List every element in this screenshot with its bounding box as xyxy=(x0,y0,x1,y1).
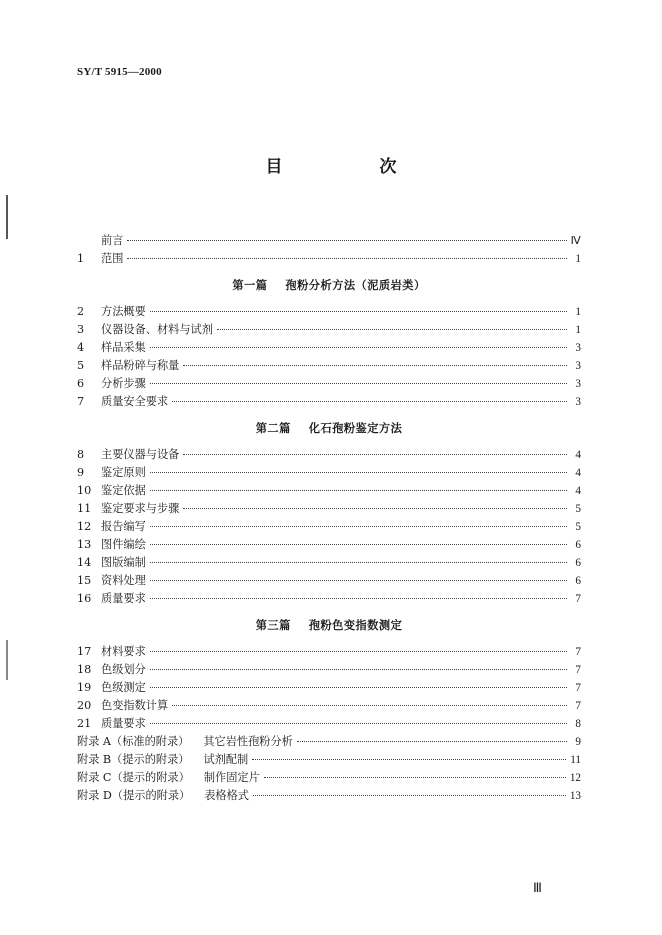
toc-entry-page: 1 xyxy=(575,253,581,265)
toc-entry-subtitle: 试剂配制 xyxy=(203,753,249,766)
toc-entry-title: 前言 xyxy=(101,234,124,247)
dot-leader xyxy=(264,777,566,778)
toc-entry[interactable] xyxy=(77,643,581,661)
dot-leader xyxy=(172,401,567,402)
toc-entry-page: 1 xyxy=(575,306,581,318)
dot-leader xyxy=(217,329,567,330)
toc-entry-number: 10 xyxy=(77,484,92,497)
page-folio: Ⅲ xyxy=(533,880,541,895)
part-heading xyxy=(77,419,581,437)
dot-leader xyxy=(150,472,567,473)
toc-entry-number: 12 xyxy=(77,520,92,533)
toc-entry-title: 色级划分 xyxy=(101,663,146,676)
toc-entry-page: 6 xyxy=(575,557,581,569)
toc-entry-number: 9 xyxy=(77,466,85,479)
dot-leader xyxy=(150,598,567,599)
toc-entry-page: 4 xyxy=(575,467,581,479)
toc-entry-page: 1 xyxy=(575,324,581,336)
toc-entry[interactable] xyxy=(77,715,581,733)
toc-entry-number: 20 xyxy=(77,699,92,712)
part-heading-title: 孢粉色变指数测定 xyxy=(308,618,403,632)
toc-entry[interactable] xyxy=(77,679,581,697)
toc-entry[interactable] xyxy=(77,446,581,464)
toc-entry-page: 11 xyxy=(570,754,581,766)
toc-entry[interactable] xyxy=(77,572,581,590)
toc-entry-title: 报告编写 xyxy=(101,520,146,533)
toc-entry-page: 8 xyxy=(575,718,581,730)
toc-entry-number: 1 xyxy=(77,252,85,265)
toc-entry-title: 色级测定 xyxy=(101,681,146,694)
toc-entry[interactable] xyxy=(77,536,581,554)
toc-entry[interactable] xyxy=(77,697,581,715)
toc-entry-subtitle: 表格格式 xyxy=(204,789,249,802)
toc-entry-subtitle: 制作固定片 xyxy=(203,771,260,784)
toc-entry-title: 图件编绘 xyxy=(101,538,146,551)
toc-entry-title: 方法概要 xyxy=(101,305,146,318)
scan-edge-mark xyxy=(6,195,8,239)
page-title: 目 次 xyxy=(265,157,437,177)
toc-entry-page: 3 xyxy=(575,342,581,354)
toc-entry-page: 4 xyxy=(575,485,581,497)
dot-leader xyxy=(183,454,567,455)
part-heading-title: 化石孢粉鉴定方法 xyxy=(308,421,403,435)
toc-entry[interactable] xyxy=(77,787,581,805)
toc-entry[interactable] xyxy=(77,554,581,572)
toc-entry[interactable] xyxy=(77,321,581,339)
toc-entry-page: 12 xyxy=(569,772,581,784)
toc-entry[interactable] xyxy=(77,590,581,608)
toc-entry-number: 5 xyxy=(77,359,85,372)
dot-leader xyxy=(150,383,567,384)
toc-entry-number: 8 xyxy=(77,448,85,461)
dot-leader xyxy=(127,258,567,259)
toc-entry-subtitle: 其它岩性孢粉分析 xyxy=(203,735,293,748)
scan-edge-mark xyxy=(6,640,8,680)
toc-entry[interactable] xyxy=(77,375,581,393)
toc-entry-number: 4 xyxy=(77,341,85,354)
dot-leader xyxy=(150,526,567,527)
toc-entry-title: 资料处理 xyxy=(101,574,146,587)
toc-entry-title: 范围 xyxy=(101,252,124,265)
standard-code: SY/T 5915—2000 xyxy=(77,66,162,78)
toc-entry[interactable] xyxy=(77,661,581,679)
toc-entry[interactable] xyxy=(77,393,581,411)
toc-entry-title: 样品粉碎与称量 xyxy=(101,359,180,372)
toc-entry-title: 图版编制 xyxy=(101,556,146,569)
toc-entry[interactable] xyxy=(77,500,581,518)
part-heading-title: 孢粉分析方法（泥质岩类） xyxy=(285,278,426,292)
part-heading-number: 第二篇 xyxy=(255,421,291,435)
toc-entry-title: 质量要求 xyxy=(101,592,146,605)
toc-entry-page: 6 xyxy=(575,575,581,587)
toc-entry-page: 3 xyxy=(575,360,581,372)
toc-entry-number: 19 xyxy=(77,681,92,694)
toc-entry-page: 4 xyxy=(575,449,581,461)
dot-leader xyxy=(150,723,567,724)
part-heading xyxy=(77,276,581,294)
toc-entry-title: 附录 C（提示的附录） xyxy=(77,771,190,784)
table-of-contents xyxy=(77,232,581,805)
dot-leader xyxy=(150,347,567,348)
dot-leader xyxy=(297,741,567,742)
toc-entry-title: 附录 A（标准的附录） xyxy=(77,735,190,748)
part-heading-number: 第三篇 xyxy=(255,618,291,632)
toc-entry[interactable] xyxy=(77,339,581,357)
toc-entry-number: 17 xyxy=(77,645,92,658)
part-heading-number: 第一篇 xyxy=(232,278,268,292)
part-heading xyxy=(77,616,581,634)
toc-entry-page: 13 xyxy=(569,790,581,802)
toc-entry-page: 5 xyxy=(575,503,581,515)
toc-entry-number: 21 xyxy=(77,717,92,730)
toc-entry-title: 样品采集 xyxy=(101,341,146,354)
toc-entry[interactable] xyxy=(77,357,581,375)
dot-leader xyxy=(150,490,567,491)
toc-entry[interactable] xyxy=(77,769,581,787)
toc-entry-page: 7 xyxy=(575,700,581,712)
toc-entry-title: 分析步骤 xyxy=(101,377,146,390)
toc-entry-number: 7 xyxy=(77,395,85,408)
toc-entry-page: 7 xyxy=(575,593,581,605)
toc-entry-title: 材料要求 xyxy=(101,645,146,658)
toc-entry[interactable] xyxy=(77,464,581,482)
toc-entry-title: 主要仪器与设备 xyxy=(101,448,180,461)
toc-entry[interactable] xyxy=(77,482,581,500)
toc-entry-title: 附录 B（提示的附录） xyxy=(77,753,190,766)
dot-leader xyxy=(252,759,566,760)
dot-leader xyxy=(183,508,567,509)
toc-entry-title: 鉴定依据 xyxy=(101,484,146,497)
dot-leader xyxy=(150,544,567,545)
toc-entry-page: Ⅳ xyxy=(570,235,581,247)
toc-entry-title: 附录 D（提示的附录） xyxy=(77,789,191,802)
toc-entry-page: 7 xyxy=(575,646,581,658)
toc-entry-page: 3 xyxy=(575,378,581,390)
dot-leader xyxy=(150,580,567,581)
toc-entry-number: 13 xyxy=(77,538,92,551)
toc-entry-page: 7 xyxy=(575,682,581,694)
toc-entry-number: 6 xyxy=(77,377,85,390)
dot-leader xyxy=(172,705,567,706)
toc-entry[interactable] xyxy=(77,733,581,751)
dot-leader xyxy=(183,365,567,366)
dot-leader xyxy=(127,240,566,241)
dot-leader xyxy=(150,562,567,563)
dot-leader xyxy=(150,651,567,652)
toc-entry-number: 3 xyxy=(77,323,85,336)
toc-entry-number: 2 xyxy=(77,305,85,318)
toc-entry-title: 鉴定原则 xyxy=(101,466,146,479)
toc-entry-number: 15 xyxy=(77,574,92,587)
toc-entry-number: 16 xyxy=(77,592,92,605)
toc-entry-title: 质量要求 xyxy=(101,717,146,730)
toc-entry-title: 质量安全要求 xyxy=(101,395,169,408)
toc-entry[interactable] xyxy=(77,232,581,250)
toc-entry[interactable] xyxy=(77,518,581,536)
toc-entry-page: 5 xyxy=(575,521,581,533)
toc-entry-page: 9 xyxy=(575,736,581,748)
toc-entry-number: 14 xyxy=(77,556,92,569)
toc-entry-number: 18 xyxy=(77,663,92,676)
toc-entry-page: 7 xyxy=(575,664,581,676)
toc-entry-page: 3 xyxy=(575,396,581,408)
toc-entry-title: 仪器设备、材料与试剂 xyxy=(101,323,213,336)
toc-entry[interactable] xyxy=(77,751,581,769)
toc-entry[interactable] xyxy=(77,303,581,321)
toc-entry-number: 11 xyxy=(77,502,92,515)
toc-entry-title: 色变指数计算 xyxy=(101,699,169,712)
toc-entry-page: 6 xyxy=(575,539,581,551)
dot-leader xyxy=(150,669,567,670)
toc-entry-title: 鉴定要求与步骤 xyxy=(101,502,180,515)
dot-leader xyxy=(253,795,566,796)
dot-leader xyxy=(150,311,567,312)
dot-leader xyxy=(150,687,567,688)
toc-entry[interactable] xyxy=(77,250,581,268)
